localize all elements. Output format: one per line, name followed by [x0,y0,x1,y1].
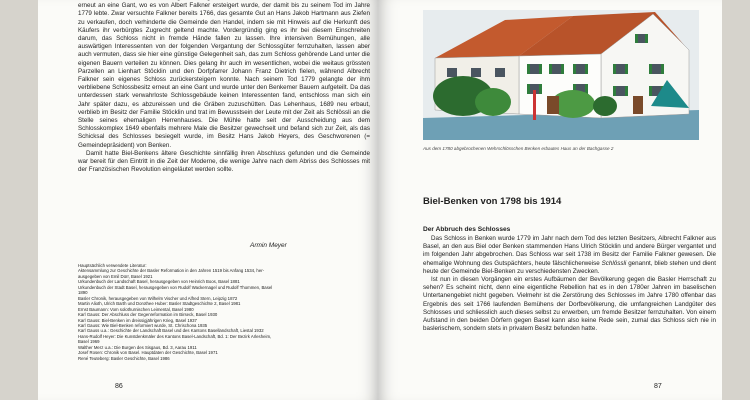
reference-item: Karl Gauss: Wie Biel-Benken reformiert wurde, St. Chrischona 1935 [78,322,208,328]
reference-item: Aktensammlung zur Geschichte der Basler Reformation in den Jahren 1519 bis Anfang 1534, her- [78,268,265,274]
reference-item: Walther Merz u.a.: Die Burgen des Sisgaus, Bd. 3, Aarau 1911 [78,344,197,350]
paragraph-text: genannt, blieb stehen und dient heute der Gemeinde Biel-Benken zu verschiedensten Zwecken. [423,259,716,275]
page-number-left: 86 [115,383,123,390]
illustration-pole [533,90,536,120]
subheading: Der Abbruch des Schlosses [423,226,511,233]
illustration-door [633,96,643,114]
page-number-right: 87 [654,383,662,390]
section-title: Biel-Benken von 1798 bis 1914 [423,196,562,207]
paragraph-text: Das Schloss in Benken wurde 1779 im Jahr nach dem Tod des letzten Besitzers, Albrecht Falkner aus Basel, an den aus Biel oder Benken stammenden Hans Ulrich Stöcklin und andere Bürger vergantet und im folgenden Jahr abgebrochen. Das Schloss war seit 1738 im Besitz der Familie Falkner gewesen. Die ehemalige Wohnung des Gutspächters, heute fälschlicherweise [423,235,716,267]
reference-item: 1890 [78,290,88,296]
reference-item: René Teuteberg: Basler Geschichte, Basel 1986 [78,355,170,361]
references-list [78,263,348,361]
illustration-tree [593,96,617,116]
reference-item: Josef Rosen: Chronik von Basel. Hauptdaten der Geschichte, Basel 1971 [78,350,218,356]
right-body-text [423,235,716,333]
left-paragraph-2: Damit hatte Biel-Benkens ältere Geschichte sinnfällig ihren Abschluss gefunden und die Gemeinde war bereit für den Eintritt in die Zeit der Moderne, die wenige Jahre nach dem Abriss des Schlosses mit der Französischen Revolution eingeläutet werden sollte. [78,149,370,174]
left-body-text [78,0,370,174]
left-paragraph-1: erneut an eine Gant, wo es von Albert Falkner ersteigert wurde, der damit bis zu seinem Tod im Jahre 1779 lebte. Zwar versuchte Falkner bereits 1766, das gesamte Gut an Hans Jakob Hartmann aus Ziefen zu verkaufen, doch verhinderte die Gemeinde den Handel, indem sie mit Hinweis auf die Herkunft des Käufers ihr verbürgtes Zugrecht geltend machte. Vordergründig ging es ihr bei diesem Einschreiten darum, das Schloss nicht in fremde Hände fallen zu lassen. Ihre intensiven Bemühungen, alle auswärtigen Interessenten von der folgenden Vergantung der Schlossgüter fernzuhalten, lassen aber auch vermuten, dass sie hier eine günstige Gelegenheit sah, das zum Schloss gehörende Land unter die eigenen Bauern verteilen zu können. Dies gelang ihr auch im wesentlichen, wobei die weitaus grössten Parzellen an Lienhart Stöcklin und den Dorfpfarrer Johann Franz Dietrich fielen, während Albrecht Falkner sein eigenes Schloss zurückersteigern konnte. Nach seinem Tod 1779 gelangte der ihm verbliebene Schlossbesitz erneut an eine Gant und wurde unter den Benkemer Bauern aufgeteilt. Da das unterdessen stark verwahrloste Schlossgebäude keinen Interessenten fand, entschloss man sich ein Jahr später dazu, es abzureissen und die Gräben zuzuschütten. Das Lehenhaus, 1689 neu erbaut, verblieb im Besitz der Familie Stöcklin und trat im Bewusstsein der Leute mit der Zeit als Schlössli an die Stelle seines ehemaligen Herrenhauses. Die Mühle hatte seit der Ausscheidung aus dem Schlosskomplex 1649 ebenfalls mehrere Male die Besitzer gewechselt und befand sich zur Zeit, als das Schicksal des Schlosses besiegelt wurde, im Besitz Hans Jakob Heyers, des Geschworenen (= Gemeindepräsident) von Benken. [78,2,370,149]
reference-item: Karl Gauss: Der Abschluss der Gegenreformation im Birseck, Basel 1930 [78,312,218,318]
reference-heading: Hauptsächlich verwendete Literatur: [78,263,147,268]
reference-item: Ernst Baumann: Vom solothurnischen Leimental, Basel 1980 [78,306,194,312]
illustration-door [547,96,559,114]
figure-caption: Aus dem 1780 abgebrochenen Wehrschlösschen Benken erbautes Haus an der Bachgasse 2 [423,146,614,151]
right-paragraph-1 [423,235,716,276]
author-name: Armin Meyer [250,242,287,249]
reference-item: Karl Gauss: Biel-Benken im dreissigjährigen Krieg, Basel 1937 [78,317,197,323]
reference-item: Urkundenbuch der Stadt Basel, herausgegeben von Rudolf Wackernagel und Rudolf Thommen, Basel [78,284,273,290]
reference-item: ausgegeben von Emil Dürr, Basel 1921 [78,273,153,279]
right-paragraph-2: Ist nun in diesen Vorgängen ein erstes Aufbäumen der Bevölkerung gegen die Basler Herrschaft zu sehen? Es scheint nicht, denn eine eigentliche Rebellion hat es in den 1780er Jahren im baselischen Untertanengebiet nicht gegeben. Vielmehr ist die Zerstörung des Schlosses im Jahre 1780 offenbar das Ergebnis des seit 1766 laufenden Bemühens der Dorfbevölkerung, die umfangreichen Landgüter des Schlosses und schliesslich auch dieses selbst zu erwerben, um fremde Besitzer fernzuhalten. Von einem Aufstand in den beiden Dörfern gegen Basel kann also keine Rede sein, zumal das Schloss sich nie in baslerischem, sondern stets in privatem Besitz befunden hatte. [423,276,716,333]
reference-item: Urkundenbuch der Landschaft Basel, herausgegeben von Heinrich Boos, Basel 1881 [78,279,240,285]
emphasis-text: Schlössli [601,259,627,267]
reference-item: Basler Chronik, herausgegeben von Wilhelm Vischer und Alfred Stern, Leipzig 1872 [78,295,238,301]
reference-item: Martin Alioth, Ulrich Barth und Dorothee Huber: Basler Stadtgeschichte 2, Basel 1981 [78,301,241,307]
reference-item: Hans-Rudolf Heyer: Die Kunstdenkmäler des Kantons Basel-Landschaft, Bd. 1: Der Bezirk Arlesheim, [78,333,272,339]
illustration-tree [475,88,511,116]
page-edges-left [0,0,38,400]
house-illustration [423,10,699,140]
page-edges-right [722,0,750,400]
reference-item: Basel 1969 [78,339,100,345]
reference-item: Karl Gauss u.a.: Geschichte der Landschaft Basel und des Kantons Basellandschaft, Liestal 1932 [78,328,264,334]
